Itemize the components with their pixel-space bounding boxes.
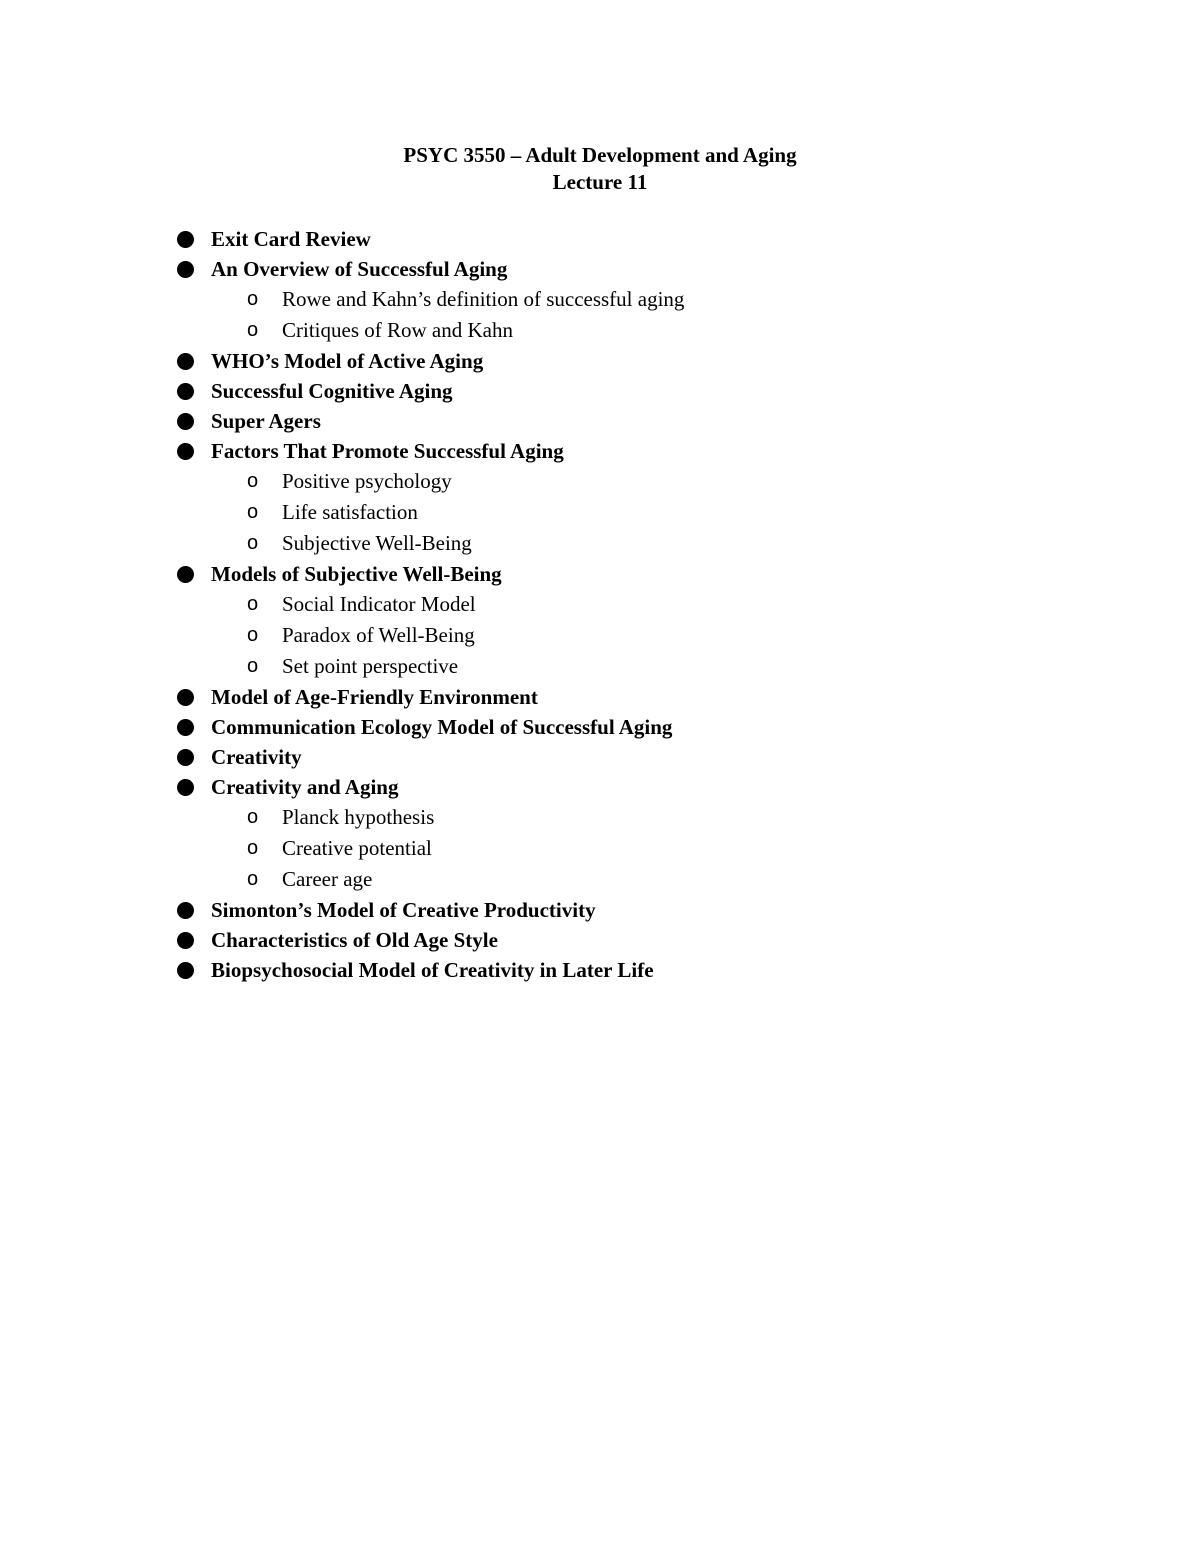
topic-label: Super Agers <box>211 409 321 433</box>
subtopic-label: Subjective Well-Being <box>282 531 472 555</box>
outline-subtopic <box>0 802 1200 833</box>
outline-topic <box>0 895 1200 925</box>
course-title: PSYC 3550 – Adult Development and Aging <box>403 143 797 167</box>
subtopic-label: Critiques of Row and Kahn <box>282 318 513 342</box>
topic-label: Successful Cognitive Aging <box>211 379 453 403</box>
bullet-dot-icon <box>177 719 194 736</box>
outline-topic <box>0 406 1200 436</box>
bullet-circle-icon: o <box>247 624 259 646</box>
topic-label: Simonton’s Model of Creative Productivity <box>211 898 596 922</box>
subtopic-label: Social Indicator Model <box>282 592 476 616</box>
document-header <box>0 142 1200 196</box>
outline-topic <box>0 682 1200 712</box>
subtopic-label: Set point perspective <box>282 654 459 678</box>
bullet-dot-icon <box>177 749 194 766</box>
outline-subtopic <box>0 589 1200 620</box>
bullet-dot-icon <box>177 962 194 979</box>
bullet-dot-icon <box>177 779 194 796</box>
bullet-dot-icon <box>177 383 194 400</box>
bullet-dot-icon <box>177 689 194 706</box>
topic-label: Creativity and Aging <box>211 775 399 799</box>
topic-label: Biopsychosocial Model of Creativity in Later Life <box>211 958 654 982</box>
bullet-circle-icon: o <box>247 501 259 523</box>
bullet-dot-icon <box>177 261 194 278</box>
bullet-dot-icon <box>177 413 194 430</box>
topic-label: Creativity <box>211 745 302 769</box>
outline-subtopic <box>0 833 1200 864</box>
outline-topic <box>0 376 1200 406</box>
outline-topic <box>0 559 1200 589</box>
subtopic-label: Planck hypothesis <box>282 805 435 829</box>
lecture-title: Lecture 11 <box>552 170 648 194</box>
outline-subtopic <box>0 864 1200 895</box>
outline-subtopic <box>0 284 1200 315</box>
outline-topic <box>0 254 1200 284</box>
outline-subtopic <box>0 620 1200 651</box>
subtopic-label: Career age <box>282 867 373 891</box>
topic-label: Models of Subjective Well-Being <box>211 562 502 586</box>
outline-subtopic <box>0 497 1200 528</box>
lecture-outline <box>0 224 1200 985</box>
topic-label: Characteristics of Old Age Style <box>211 928 498 952</box>
outline-subtopic <box>0 528 1200 559</box>
outline-topic <box>0 712 1200 742</box>
subtopic-label: Life satisfaction <box>282 500 418 524</box>
bullet-dot-icon <box>177 902 194 919</box>
bullet-circle-icon: o <box>247 806 259 828</box>
outline-topic <box>0 224 1200 254</box>
bullet-circle-icon: o <box>247 532 259 554</box>
topic-label: Communication Ecology Model of Successful Aging <box>211 715 673 739</box>
bullet-circle-icon: o <box>247 593 259 615</box>
outline-topic <box>0 925 1200 955</box>
bullet-dot-icon <box>177 353 194 370</box>
bullet-dot-icon <box>177 932 194 949</box>
subtopic-label: Rowe and Kahn’s definition of successful aging <box>282 287 685 311</box>
bullet-dot-icon <box>177 231 194 248</box>
bullet-circle-icon: o <box>247 470 259 492</box>
outline-topic <box>0 346 1200 376</box>
bullet-circle-icon: o <box>247 868 259 890</box>
topic-label: Exit Card Review <box>211 227 371 251</box>
outline-topic <box>0 742 1200 772</box>
outline-topic <box>0 436 1200 466</box>
subtopic-label: Paradox of Well-Being <box>282 623 475 647</box>
subtopic-label: Creative potential <box>282 836 432 860</box>
topic-label: Factors That Promote Successful Aging <box>211 439 564 463</box>
bullet-circle-icon: o <box>247 655 259 677</box>
topic-label: WHO’s Model of Active Aging <box>211 349 484 373</box>
bullet-circle-icon: o <box>247 319 259 341</box>
bullet-circle-icon: o <box>247 288 259 310</box>
outline-subtopic <box>0 315 1200 346</box>
bullet-circle-icon: o <box>247 837 259 859</box>
outline-topic <box>0 772 1200 802</box>
outline-subtopic <box>0 466 1200 497</box>
topic-label: Model of Age-Friendly Environment <box>211 685 538 709</box>
subtopic-label: Positive psychology <box>282 469 452 493</box>
topic-label: An Overview of Successful Aging <box>211 257 508 281</box>
outline-topic <box>0 955 1200 985</box>
bullet-dot-icon <box>177 443 194 460</box>
bullet-dot-icon <box>177 566 194 583</box>
outline-subtopic <box>0 651 1200 682</box>
